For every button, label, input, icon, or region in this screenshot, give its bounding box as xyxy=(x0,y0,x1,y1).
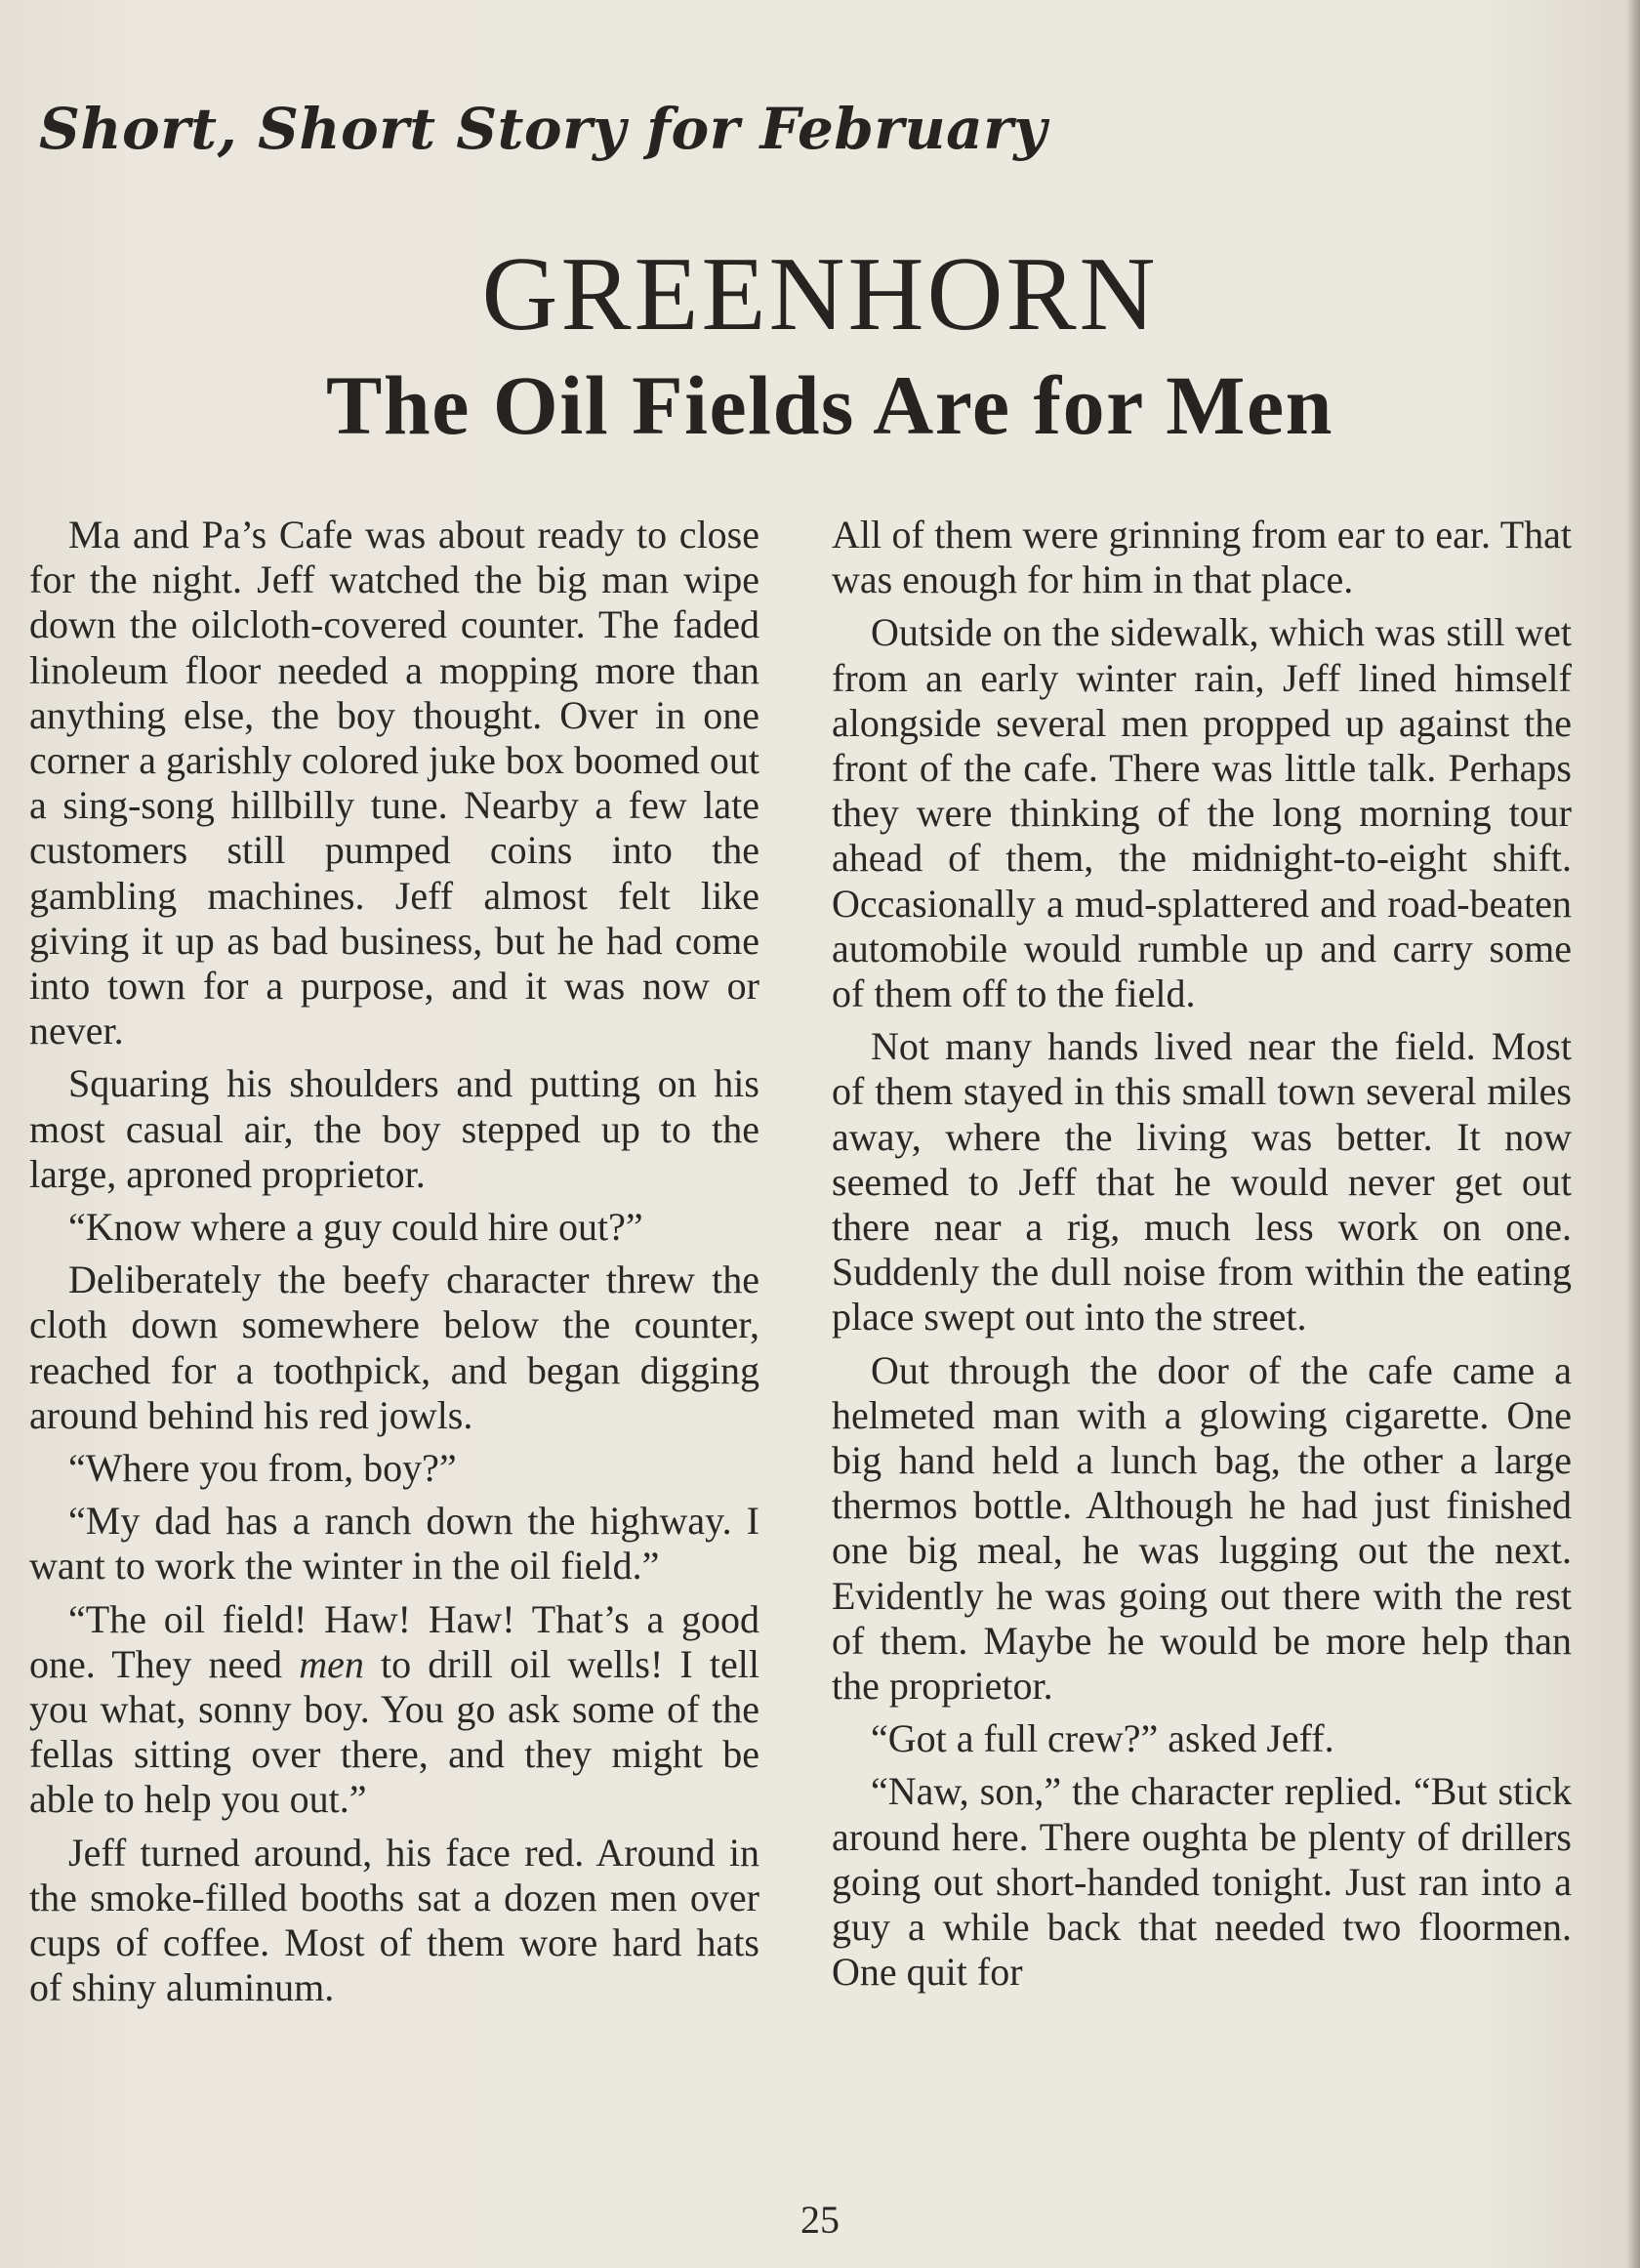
paragraph: Squaring his shoulders and putting on his most casual air, the boy stepped up to the large, aproned proprietor. xyxy=(29,1061,759,1196)
emphasized-word: men xyxy=(299,1641,364,1686)
paragraph: “Got a full crew?” asked Jeff. xyxy=(871,1716,1334,1761)
paragraph-text: “The oil field! Haw! Haw! That’s a good one. They need xyxy=(29,1596,759,1686)
right-column xyxy=(832,513,1572,2003)
paragraph: “Know where a guy could hire out?” xyxy=(68,1205,643,1250)
paragraph: Ma and Pa’s Cafe was about ready to close for the night. Jeff watched the big man wipe down the oilcloth-covered counter. The faded linoleum floor needed a mopping more than anything else, the boy thought. Over in one corner a garishly colored juke box boomed out a sing-song hillbilly tune. Nearby a few late customers still pumped coins into the gambling machines. Jeff almost felt like giving it up as bad business, but he had come into town for a purpose, and it was now or never. xyxy=(29,513,759,1053)
series-title: Short, Short Story for February xyxy=(39,96,1047,162)
paragraph: Not many hands lived near the field. Most of them stayed in this small town several miles away, where the living was better. It now seemed to Jeff that he would never get out there near a rig, much less work on one. Suddenly the dull noise from within the eating place swept out into the street. xyxy=(832,1024,1572,1340)
page-number: 25 xyxy=(800,2198,840,2242)
left-column xyxy=(29,513,759,2019)
paragraph: “My dad has a ranch down the highway. I want to work the winter in the oil field.” xyxy=(29,1499,759,1588)
paragraph-continued: All of them were grinning from ear to ear. That was enough for him in that place. xyxy=(832,513,1572,602)
paragraph: “Naw, son,” the character replied. “But stick around here. There oughta be plenty of drillers going out short-handed tonight. Just ran into a guy a while back that needed two floormen. One quit for xyxy=(832,1769,1572,1995)
story-subtitle: The Oil Fields Are for Men xyxy=(326,358,1333,452)
story-title: GREENHORN xyxy=(481,236,1159,352)
paragraph: Jeff turned around, his face red. Around in the smoke-filled booths sat a dozen men over cups of coffee. Most of them wore hard hats of shiny aluminum. xyxy=(29,1830,759,2010)
paragraph: “Where you from, boy?” xyxy=(68,1446,457,1491)
paragraph: Deliberately the beefy character threw the cloth down somewhere below the counter, reached for a toothpick, and began digging around behind his red jowls. xyxy=(29,1258,759,1437)
paragraph-text: to drill oil wells! I tell you what, sonny boy. You go ask some of the fellas sitting over there, and they might be able to help you out.” xyxy=(29,1641,759,1822)
paragraph: Out through the door of the cafe came a helmeted man with a glowing cigarette. One big hand held a lunch bag, the other a large thermos bottle. Although he had just finished one big meal, he was lugging out the next. Evidently he was going out there with the rest of them. Maybe he would be more help than the proprietor. xyxy=(832,1347,1572,1709)
paragraph xyxy=(29,1597,759,1823)
paragraph: Outside on the sidewalk, which was still wet from an early winter rain, Jeff lined himself alongside several men propped up against the front of the cafe. There was little talk. Perhaps they were thinking of the long morning tour ahead of them, the midnight-to-eight shift. Occasionally a mud-splattered and road-beaten automobile would rumble up and carry some of them off to the field. xyxy=(832,610,1572,1016)
